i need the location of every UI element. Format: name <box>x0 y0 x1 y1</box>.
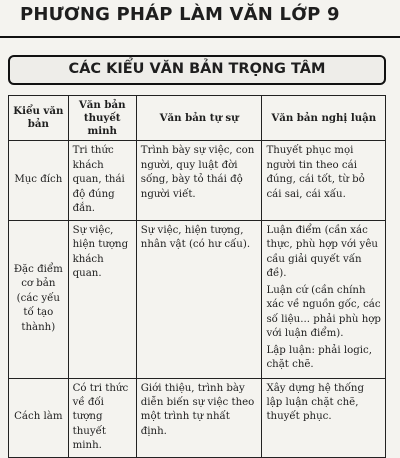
row-label-muc-dich: Mục đích <box>9 141 69 220</box>
cell-paragraph: Luận cứ (cần chính xác về nguồn gốc, các số liệu... phải phù hợp với luận điểm). <box>266 284 381 340</box>
table-cell: Thuyết phục mọi người tin theo cái đúng, cái tốt, từ bỏ cái sai, cái xấu. <box>262 141 386 220</box>
header-thuyet-minh: Văn bản thuyết minh <box>68 96 136 141</box>
cell-paragraph: Lập luận: phải logic, chặt chẽ. <box>266 344 372 371</box>
table-cell: Giới thiệu, trình bày diễn biến sự việc theo một trình tự nhất định. <box>136 378 262 457</box>
table-cell: Sự việc, hiện tượng, nhân vật (có hư cấu). <box>136 220 262 378</box>
page-title: PHƯƠNG PHÁP LÀM VĂN LỚP 9 <box>20 4 340 25</box>
cell-paragraph: Luận điểm (cần xác thực, phù hợp với yêu cầu giải quyết vấn đề). <box>266 224 378 280</box>
header-nghi-luan: Văn bản nghị luận <box>262 96 386 141</box>
header-kieu-van-ban: Kiểu văn bản <box>9 96 69 141</box>
row-label-dac-diem: Đặc điểm cơ bản (các yếu tố tạo thành) <box>9 220 69 378</box>
table-cell-multi <box>262 220 386 378</box>
header-tu-su: Văn bản tự sự <box>136 96 262 141</box>
table-cell: Có tri thức về đối tượng thuyết minh. <box>68 378 136 457</box>
title-divider <box>0 36 400 38</box>
table-cell: Sự việc, hiện tượng khách quan. <box>68 220 136 378</box>
comparison-table <box>8 95 386 458</box>
table-row <box>9 220 386 378</box>
table-cell: Xây dựng hệ thống lập luận chặt chẽ, thuyết phục. <box>262 378 386 457</box>
table-cell: Tri thức khách quan, thái độ đúng đắn. <box>68 141 136 220</box>
table-header-row <box>9 96 386 141</box>
row-label-cach-lam: Cách làm <box>9 378 69 457</box>
table-row <box>9 378 386 457</box>
section-title: CÁC KIỂU VĂN BẢN TRỌNG TÂM <box>68 61 326 77</box>
table-row <box>9 141 386 220</box>
section-heading-box <box>8 55 386 85</box>
table-cell: Trình bày sự việc, con người, quy luật đời sống, bày tỏ thái độ người viết. <box>136 141 262 220</box>
